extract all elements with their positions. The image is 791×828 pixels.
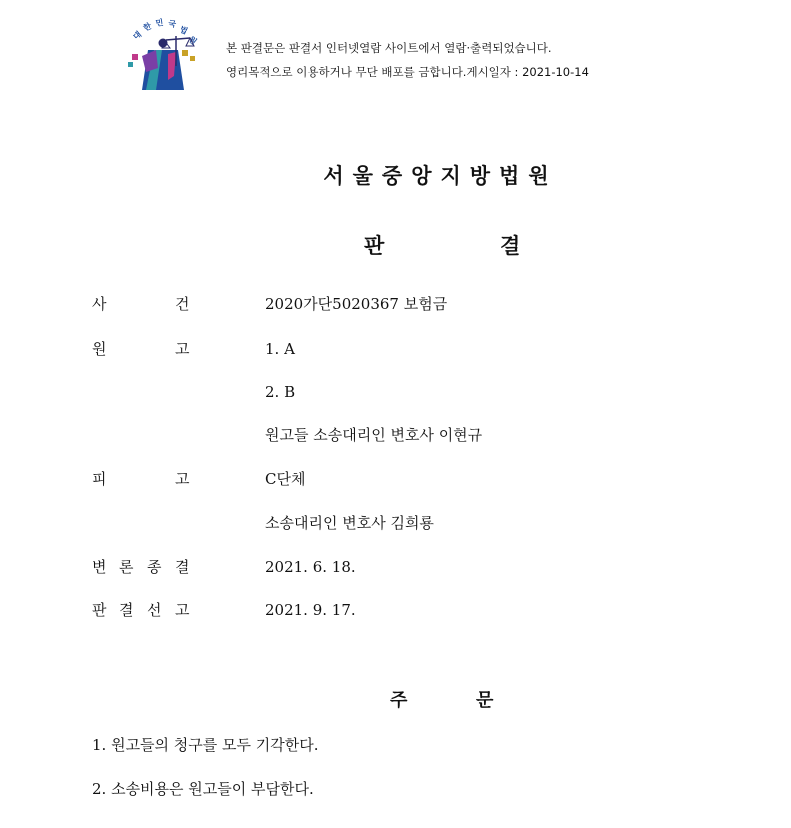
closing-argument-label: 변 론 종 결 [92, 558, 190, 576]
notice-line-1: 본 판결문은 판결서 인터넷열람 사이트에서 열람·출력되었습니다. [226, 41, 552, 55]
document-title-part-1: 판 [364, 234, 385, 258]
order-item: 1. 원고들의 청구를 모두 기각한다. [92, 736, 319, 754]
document-title-part-2: 결 [500, 234, 521, 258]
notice-line-2: 영리목적으로 이용하거나 무단 배포를 금합니다.게시일자 : 2021-10-14 [226, 65, 589, 79]
svg-text:민: 민 [155, 17, 164, 28]
closing-argument-date: 2021. 6. 18. [265, 558, 356, 576]
svg-text:법: 법 [178, 24, 189, 37]
plaintiff-2: 2. B [265, 383, 296, 401]
order-heading-part-1: 주 [390, 690, 408, 711]
defendant-counsel: 소송대리인 변호사 김희룡 [265, 514, 434, 532]
case-label: 사 건 [92, 295, 190, 313]
judgment-date: 2021. 9. 17. [265, 601, 356, 619]
plaintiff-counsel: 원고들 소송대리인 변호사 이현규 [265, 426, 483, 444]
case-number: 2020가단5020367 보험금 [265, 295, 448, 313]
court-name: 서울중앙지방법원 [323, 164, 558, 188]
order-heading-part-2: 문 [476, 690, 494, 711]
judgment-date-label: 판 결 선 고 [92, 601, 190, 619]
svg-text:원: 원 [186, 34, 199, 47]
svg-text:대: 대 [131, 29, 144, 42]
publication-notice [226, 36, 589, 84]
court-emblem-icon [118, 10, 210, 96]
order-item: 2. 소송비용은 원고들이 부담한다. [92, 780, 314, 798]
defendant: C단체 [265, 470, 306, 488]
defendant-label: 피 고 [92, 470, 190, 488]
plaintiff-1: 1. A [265, 340, 295, 358]
svg-text:국: 국 [167, 19, 177, 30]
document-header [118, 10, 718, 100]
plaintiff-label: 원 고 [92, 340, 190, 358]
svg-text:한: 한 [142, 21, 153, 33]
